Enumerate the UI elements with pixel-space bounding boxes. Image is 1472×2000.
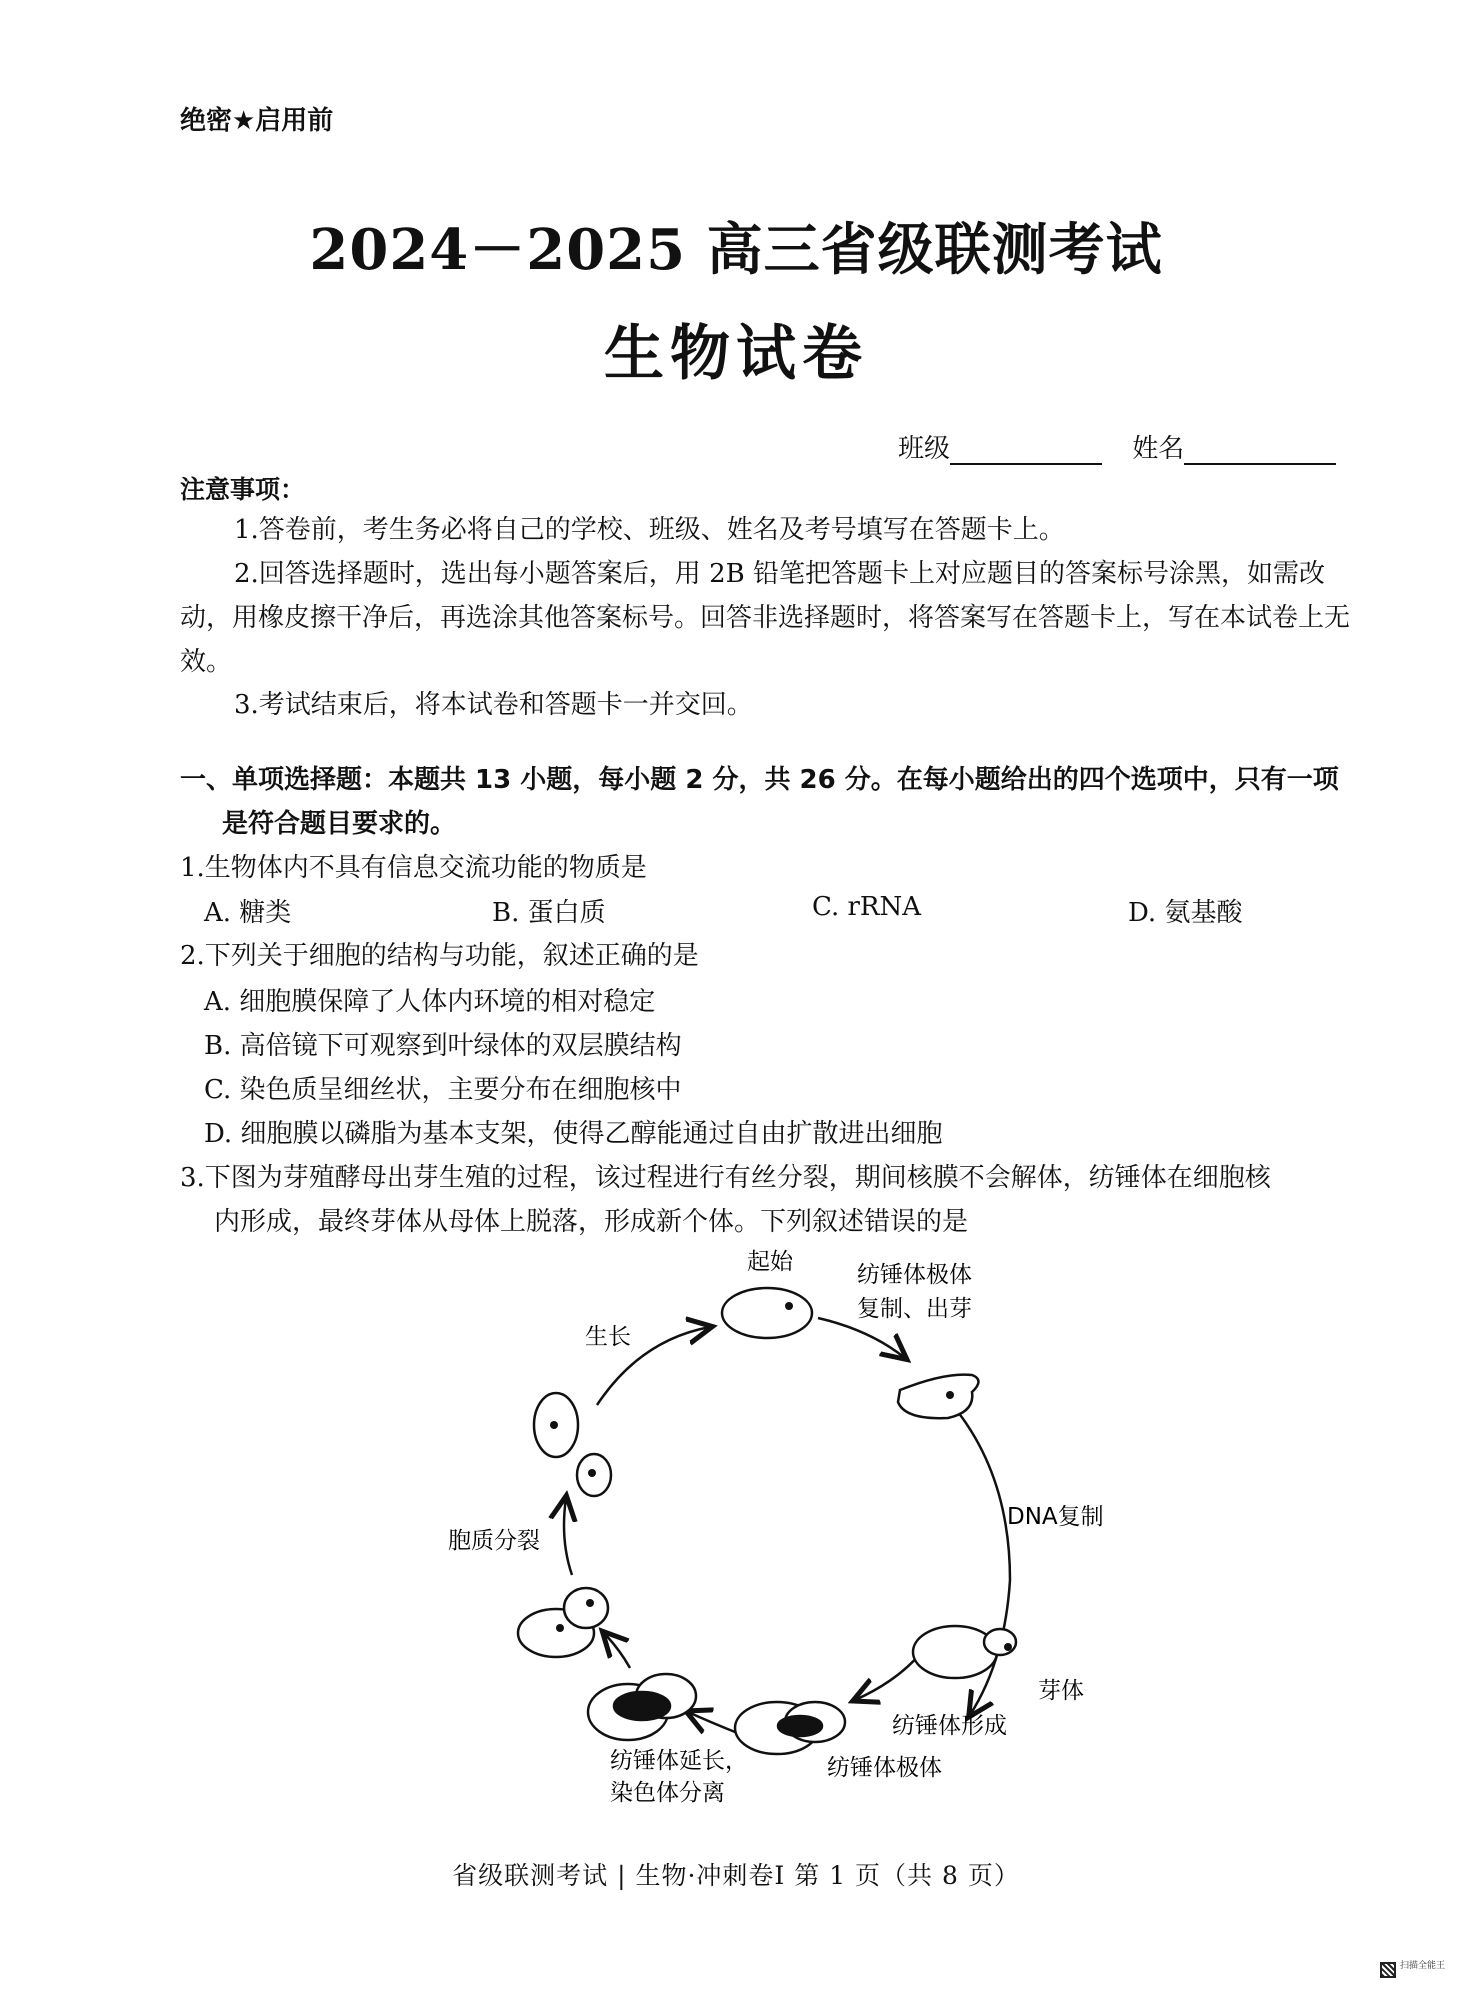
page-footer: 省级联测考试 | 生物·冲刺卷Ⅰ 第 1 页（共 8 页） <box>452 1861 1020 1890</box>
label-elongation-1: 纺锤体延长， <box>610 1748 748 1774</box>
cell-spindle-formation <box>735 1702 845 1754</box>
question-1-stem: 1.生物体内不具有信息交流功能的物质是 <box>180 853 647 883</box>
question-2-stem: 2.下列关于细胞的结构与功能，叙述正确的是 <box>180 941 699 971</box>
section-heading-line2: 是符合题目要求的。 <box>222 809 457 839</box>
q1-option-d: D. 氨基酸 <box>1128 898 1243 928</box>
subject-title: 生物试卷 <box>604 319 868 389</box>
cell-budding <box>898 1375 979 1419</box>
question-3-line1: 3.下图为芽殖酵母出芽生殖的过程，该过程进行有丝分裂，期间核膜不会解体，纺锤体在细胞核 <box>180 1163 1271 1193</box>
notice-item-1: 1.答卷前，考生务必将自己的学校、班级、姓名及考号填写在答题卡上。 <box>234 515 1065 545</box>
notice-heading: 注意事项： <box>180 475 306 504</box>
qr-code-icon <box>1380 1962 1396 1978</box>
arrow-to-elongation <box>688 1712 735 1732</box>
label-cytokinesis: 胞质分裂 <box>448 1528 540 1554</box>
arrow-to-separation <box>564 1498 572 1575</box>
notice-item-3: 3.考试结束后，将本试卷和答题卡一并交回。 <box>234 690 753 720</box>
cells-separated <box>534 1393 611 1496</box>
arrow-to-cytokinesis <box>604 1633 630 1668</box>
q2-option-a: A. 细胞膜保障了人体内环境的相对稳定 <box>204 987 656 1017</box>
class-label: 班级 <box>898 434 951 464</box>
cell-start <box>722 1288 812 1338</box>
label-start: 起始 <box>747 1249 793 1275</box>
secret-label: 绝密★启用前 <box>180 106 334 136</box>
label-elongation-2: 染色体分离 <box>610 1780 725 1806</box>
cell-spindle-elongation <box>588 1674 696 1740</box>
q1-option-a: A. 糖类 <box>204 898 292 928</box>
scanner-watermark: 扫描全能王 <box>1400 1961 1446 1971</box>
label-spb-dup-2: 复制、出芽 <box>857 1296 972 1322</box>
exam-title: 2024－2025 高三省级联测考试 <box>309 217 1163 283</box>
arrow-start-to-bud <box>818 1318 905 1358</box>
notice-item-2: 2.回答选择题时，选出每小题答案后，用 2B 铅笔把答题卡上对应题目的答案标号涂黑，如需改动，用橡皮擦干净后，再选涂其他答案标号。回答非选择题时，将答案写在答题卡上，写在本试卷上无效。 <box>180 559 1351 677</box>
q2-option-d: D. 细胞膜以磷脂为基本支架，使得乙醇能通过自由扩散进出细胞 <box>204 1119 943 1149</box>
q1-option-b: B. 蛋白质 <box>492 898 606 928</box>
question-3-line2: 内形成，最终芽体从母体上脱落，形成新个体。下列叙述错误的是 <box>214 1207 969 1237</box>
q2-option-b: B. 高倍镜下可观察到叶绿体的双层膜结构 <box>204 1031 682 1061</box>
label-spb-dup-1: 纺锤体极体 <box>857 1262 972 1288</box>
label-spindle-formation: 纺锤体形成 <box>892 1713 1007 1739</box>
section-heading-line1: 一、单项选择题：本题共 13 小题，每小题 2 分，共 26 分。在每小题给出的四个选项中，只有一项 <box>180 765 1339 795</box>
label-dna-replication: DNA复制 <box>1007 1504 1104 1530</box>
cell-with-bud <box>913 1626 1016 1678</box>
label-growth: 生长 <box>585 1324 631 1350</box>
label-spindle-pole: 纺锤体极体 <box>827 1755 942 1781</box>
q2-option-c: C. 染色质呈细丝状，主要分布在细胞核中 <box>204 1075 682 1105</box>
cell-cytokinesis <box>518 1588 608 1657</box>
label-bud: 芽体 <box>1038 1678 1084 1704</box>
q1-option-c: C. rRNA <box>812 892 922 922</box>
name-label: 姓名 <box>1132 434 1185 464</box>
